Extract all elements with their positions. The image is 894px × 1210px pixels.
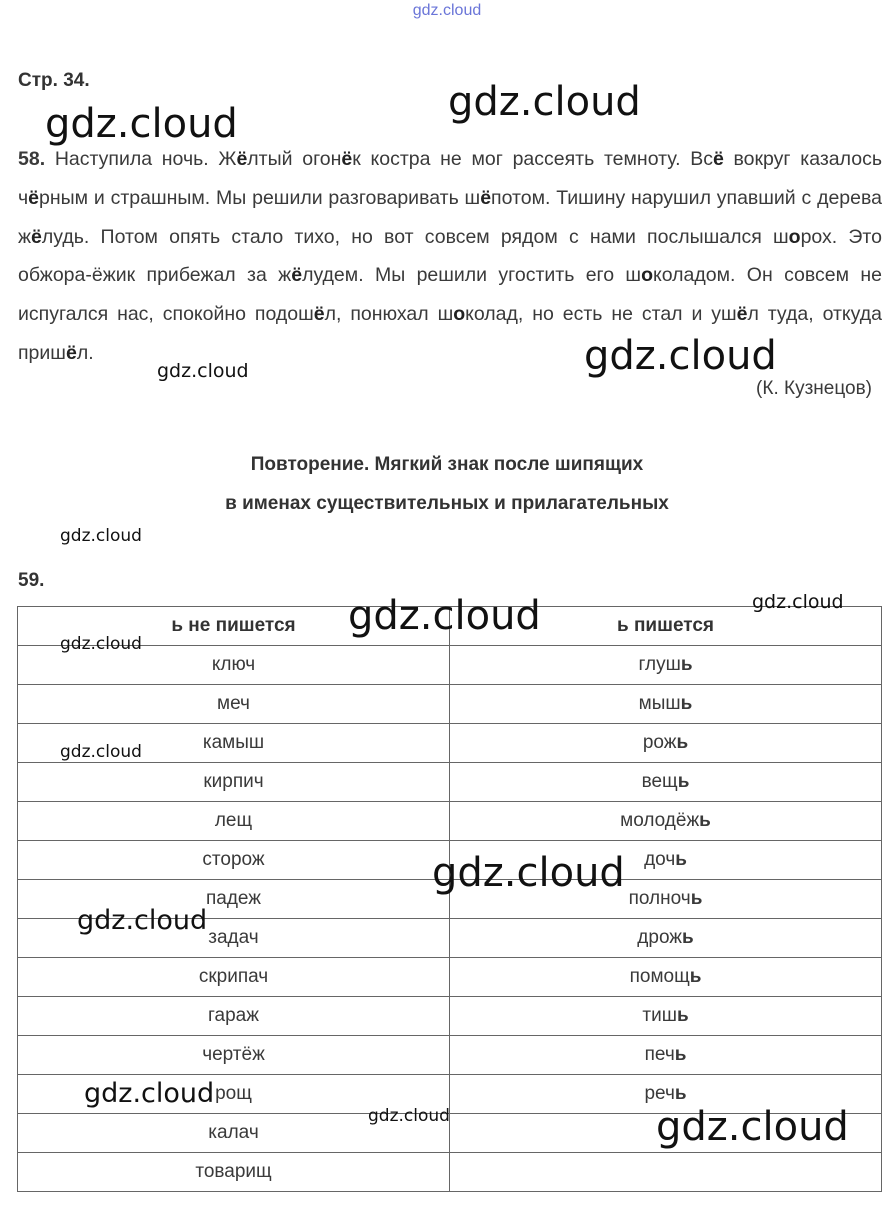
table-row xyxy=(18,763,882,802)
column-header-no-soft-sign: ь не пишется xyxy=(18,607,450,646)
watermark: gdz.cloud xyxy=(84,1078,215,1109)
word-soft-sign: глушь xyxy=(450,646,882,685)
table-row xyxy=(18,646,882,685)
table-row xyxy=(18,802,882,841)
section-title-line-1: Повторение. Мягкий знак после шипящих xyxy=(250,454,644,475)
table-row xyxy=(18,1036,882,1075)
watermark: gdz.cloud xyxy=(157,360,249,382)
watermark: gdz.cloud xyxy=(60,526,142,546)
word-no-soft-sign: ключ xyxy=(18,646,450,685)
word-soft-sign: молодёжь xyxy=(450,802,882,841)
word-no-soft-sign: чертёж xyxy=(18,1036,450,1075)
table-row xyxy=(18,1153,882,1192)
top-link[interactable]: gdz.cloud xyxy=(412,2,482,19)
watermark: gdz.cloud xyxy=(77,905,208,936)
word-no-soft-sign: товарищ xyxy=(18,1153,450,1192)
table-row xyxy=(18,685,882,724)
watermark: gdz.cloud xyxy=(432,850,625,896)
watermark: gdz.cloud xyxy=(584,333,777,379)
word-soft-sign: дочь xyxy=(450,841,882,880)
author-credit: (К. Кузнецов) xyxy=(756,378,872,399)
word-no-soft-sign: сторож xyxy=(18,841,450,880)
word-soft-sign: тишь xyxy=(450,997,882,1036)
watermark: gdz.cloud xyxy=(348,593,541,639)
watermark: gdz.cloud xyxy=(45,101,238,147)
watermark: gdz.cloud xyxy=(448,79,641,125)
exercise-58-text: 58. Наступила ночь. Жёлтый огонёк костра не мог рассеять темноту. Всё вокруг казалось чёрным и страшным. Мы решили разговаривать шёпотом. Тишину нарушил упавший с дерева жёлудь. Потом опять стало тихо, но вот совсем рядом с нами послышался шорох. Это обжора-ёжик прибежал за жёлудем. Мы решили угостить его шоколадом. Он совсем не испугался нас, спокойно подошёл, понюхал шоколад, но есть не стал и ушёл туда, откуда пришёл. xyxy=(18,148,883,364)
word-no-soft-sign: гараж xyxy=(18,997,450,1036)
word-no-soft-sign: скрипач xyxy=(18,958,450,997)
word-no-soft-sign: задач xyxy=(18,919,450,958)
table-row xyxy=(18,997,882,1036)
word-no-soft-sign: камыш xyxy=(18,724,450,763)
word-no-soft-sign: рощ xyxy=(18,1075,450,1114)
word-soft-sign: речь xyxy=(450,1075,882,1114)
watermark: gdz.cloud xyxy=(60,742,142,762)
word-no-soft-sign: меч xyxy=(18,685,450,724)
column-header-soft-sign: ь пишется xyxy=(450,607,882,646)
watermark: gdz.cloud xyxy=(60,634,142,654)
section-title-line-2: в именах существительных и прилагательных xyxy=(225,493,669,514)
table-row xyxy=(18,724,882,763)
page-reference: Стр. 34. xyxy=(18,70,90,91)
watermark: gdz.cloud xyxy=(752,591,844,613)
word-no-soft-sign: калач xyxy=(18,1114,450,1153)
word-soft-sign: помощь xyxy=(450,958,882,997)
word-soft-sign: вещь xyxy=(450,763,882,802)
watermark: gdz.cloud xyxy=(656,1104,849,1150)
word-no-soft-sign: падеж xyxy=(18,880,450,919)
exercise-58-number: 58. xyxy=(18,148,46,170)
word-soft-sign: мышь xyxy=(450,685,882,724)
word-no-soft-sign: кирпич xyxy=(18,763,450,802)
table-row xyxy=(18,958,882,997)
exercise-59-number: 59. xyxy=(18,570,45,591)
word-soft-sign: полночь xyxy=(450,880,882,919)
word-soft-sign: печь xyxy=(450,1036,882,1075)
word-soft-sign xyxy=(450,1153,882,1192)
word-no-soft-sign: лещ xyxy=(18,802,450,841)
watermark: gdz.cloud xyxy=(368,1106,450,1126)
word-soft-sign: дрожь xyxy=(450,919,882,958)
word-soft-sign: рожь xyxy=(450,724,882,763)
